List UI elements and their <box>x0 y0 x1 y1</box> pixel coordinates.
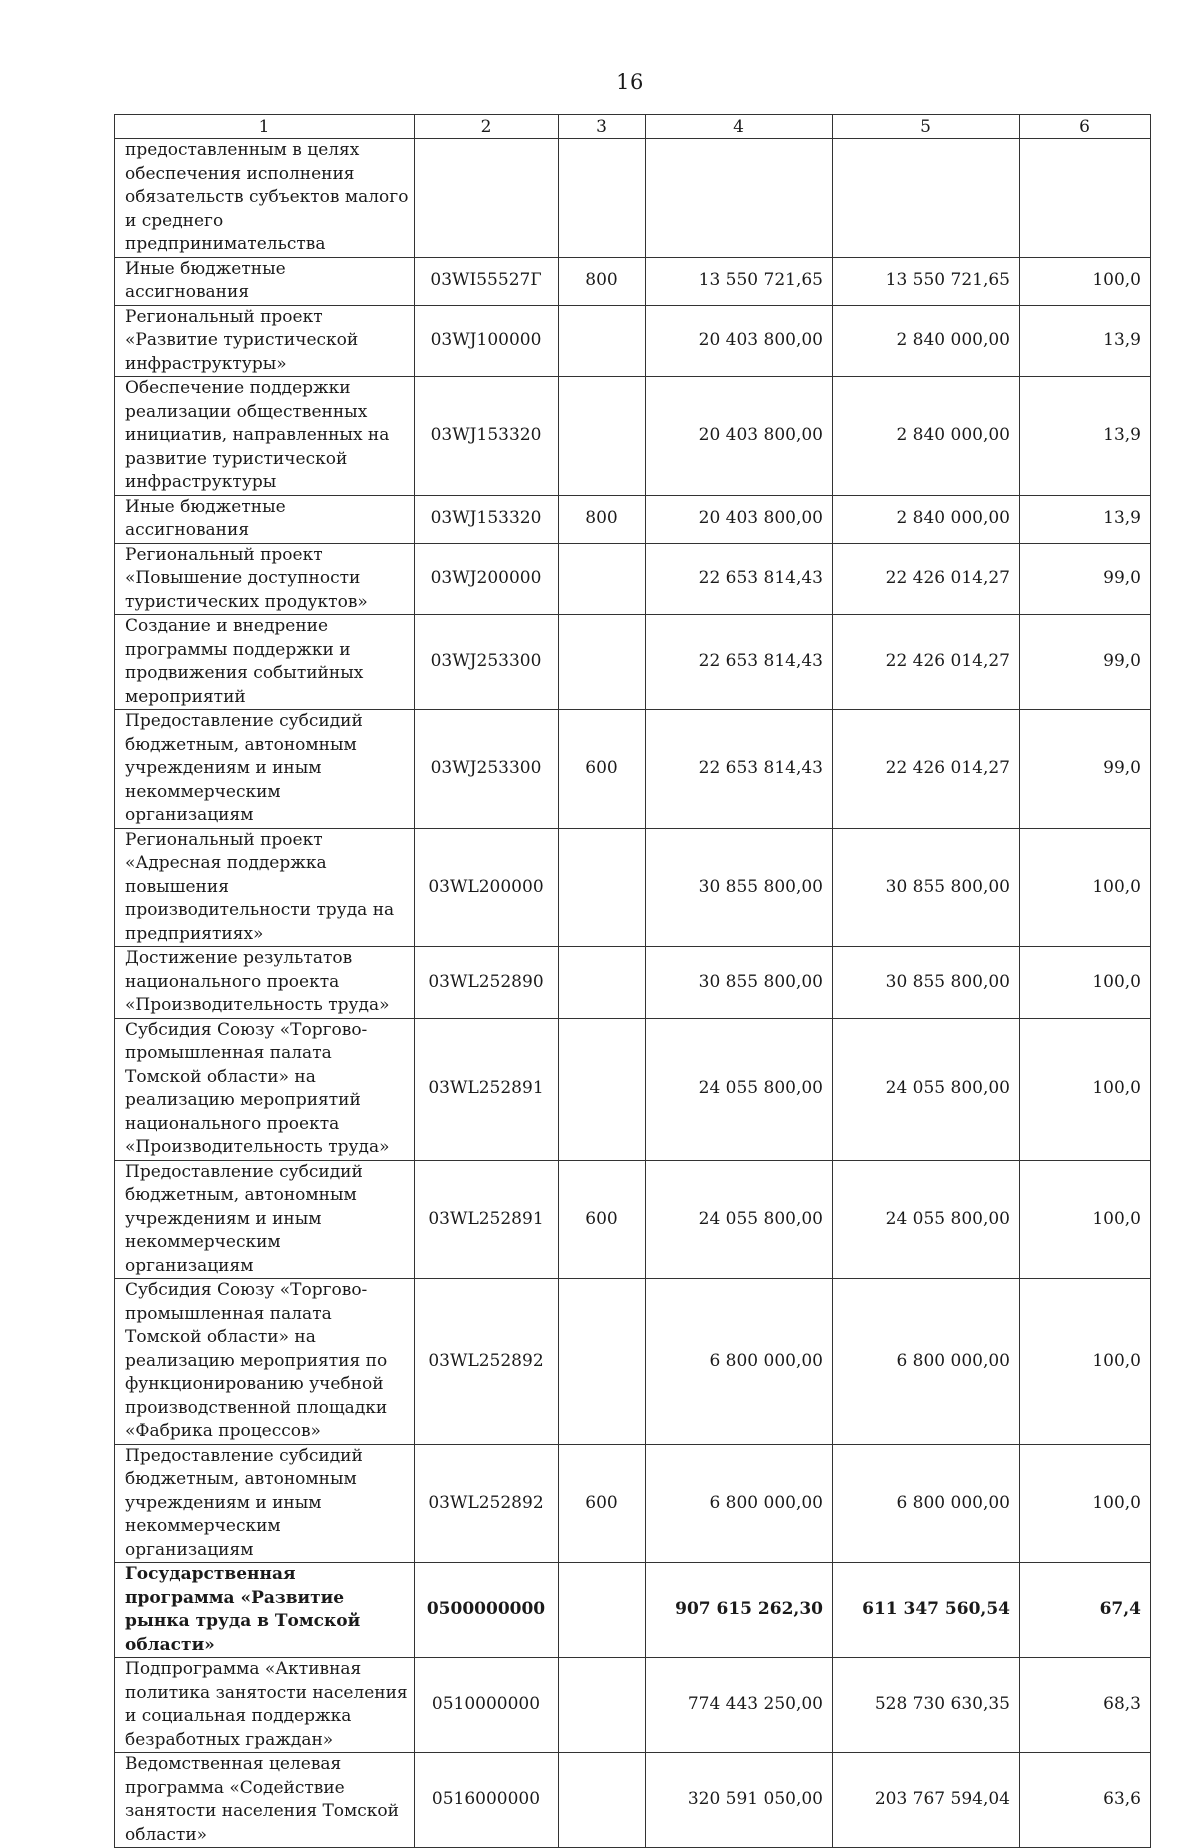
cell-name: Подпрограмма «Активная политика занятости населения и социальная поддержка безработных граждан» <box>115 1658 415 1753</box>
cell-code: 03WJ153320 <box>415 377 559 496</box>
cell-name: Достижение результатов национального проекта «Производительность труда» <box>115 947 415 1019</box>
cell-actual-amount: 30 855 800,00 <box>833 828 1020 947</box>
page-number: 16 <box>616 70 644 94</box>
cell-name: Государственная программа «Развитие рынка труда в Томской области» <box>115 1563 415 1658</box>
table-row <box>115 495 1151 543</box>
table-row <box>115 710 1151 829</box>
cell-code: 03WJ153320 <box>415 495 559 543</box>
cell-code: 03WL200000 <box>415 828 559 947</box>
cell-percent: 68,3 <box>1020 1658 1151 1753</box>
cell-name: Региональный проект «Адресная поддержка повышения производительности труда на предприятиях» <box>115 828 415 947</box>
cell-actual-amount <box>833 139 1020 258</box>
table-row <box>115 257 1151 305</box>
cell-percent: 99,0 <box>1020 710 1151 829</box>
column-header-3: 3 <box>559 115 646 139</box>
cell-code: 03WL252892 <box>415 1444 559 1563</box>
table-row <box>115 1753 1151 1848</box>
cell-code: 03WL252890 <box>415 947 559 1019</box>
column-header-5: 5 <box>833 115 1020 139</box>
cell-name: Ведомственная целевая программа «Содействие занятости населения Томской области» <box>115 1753 415 1848</box>
cell-planned-amount: 20 403 800,00 <box>646 305 833 377</box>
table-row <box>115 139 1151 258</box>
column-header-1: 1 <box>115 115 415 139</box>
cell-planned-amount: 13 550 721,65 <box>646 257 833 305</box>
cell-code: 03WJ200000 <box>415 543 559 615</box>
cell-percent: 99,0 <box>1020 543 1151 615</box>
cell-planned-amount: 24 055 800,00 <box>646 1160 833 1279</box>
cell-actual-amount: 22 426 014,27 <box>833 543 1020 615</box>
cell-expense-type <box>559 377 646 496</box>
cell-expense-type <box>559 828 646 947</box>
cell-name: Иные бюджетные ассигнования <box>115 495 415 543</box>
cell-planned-amount: 22 653 814,43 <box>646 543 833 615</box>
table-row <box>115 377 1151 496</box>
cell-percent: 13,9 <box>1020 377 1151 496</box>
table-row <box>115 1444 1151 1563</box>
cell-planned-amount <box>646 139 833 258</box>
cell-code: 03WJ100000 <box>415 305 559 377</box>
cell-actual-amount: 30 855 800,00 <box>833 947 1020 1019</box>
column-header-6: 6 <box>1020 115 1151 139</box>
cell-code: 03WL252891 <box>415 1160 559 1279</box>
cell-percent: 100,0 <box>1020 1160 1151 1279</box>
cell-planned-amount: 6 800 000,00 <box>646 1279 833 1445</box>
cell-name: Предоставление субсидий бюджетным, автономным учреждениям и иным некоммерческим организациям <box>115 710 415 829</box>
cell-name: Обеспечение поддержки реализации общественных инициатив, направленных на развитие туристической инфраструктуры <box>115 377 415 496</box>
cell-name: Субсидия Союзу «Торгово-промышленная палата Томской области» на реализацию мероприятия по функционированию учебной производственной площадки «Фабрика процессов» <box>115 1279 415 1445</box>
cell-percent: 100,0 <box>1020 947 1151 1019</box>
cell-code <box>415 139 559 258</box>
cell-actual-amount: 203 767 594,04 <box>833 1753 1020 1848</box>
cell-name: Создание и внедрение программы поддержки и продвижения событийных мероприятий <box>115 615 415 710</box>
cell-name: предоставленным в целях обеспечения исполнения обязательств субъектов малого и среднего предпринимательства <box>115 139 415 258</box>
cell-name: Иные бюджетные ассигнования <box>115 257 415 305</box>
cell-expense-type <box>559 1018 646 1160</box>
table-row <box>115 947 1151 1019</box>
column-header-2: 2 <box>415 115 559 139</box>
cell-planned-amount: 30 855 800,00 <box>646 947 833 1019</box>
cell-expense-type <box>559 1753 646 1848</box>
cell-expense-type <box>559 1279 646 1445</box>
cell-planned-amount: 20 403 800,00 <box>646 495 833 543</box>
table-row <box>115 1658 1151 1753</box>
cell-actual-amount: 2 840 000,00 <box>833 305 1020 377</box>
cell-planned-amount: 6 800 000,00 <box>646 1444 833 1563</box>
cell-actual-amount: 6 800 000,00 <box>833 1279 1020 1445</box>
table-row <box>115 1563 1151 1658</box>
cell-name: Региональный проект «Развитие туристической инфраструктуры» <box>115 305 415 377</box>
cell-actual-amount: 2 840 000,00 <box>833 495 1020 543</box>
cell-code: 03WI55527Г <box>415 257 559 305</box>
cell-percent: 100,0 <box>1020 1018 1151 1160</box>
cell-planned-amount: 320 591 050,00 <box>646 1753 833 1848</box>
cell-name: Субсидия Союзу «Торгово-промышленная палата Томской области» на реализацию мероприятий национального проекта «Производительность труда» <box>115 1018 415 1160</box>
cell-actual-amount: 13 550 721,65 <box>833 257 1020 305</box>
cell-code: 03WJ253300 <box>415 615 559 710</box>
table-row <box>115 1279 1151 1445</box>
table-row <box>115 1160 1151 1279</box>
cell-expense-type: 800 <box>559 257 646 305</box>
cell-planned-amount: 20 403 800,00 <box>646 377 833 496</box>
table-row <box>115 305 1151 377</box>
cell-expense-type <box>559 139 646 258</box>
cell-percent: 99,0 <box>1020 615 1151 710</box>
cell-name: Региональный проект «Повышение доступности туристических продуктов» <box>115 543 415 615</box>
cell-actual-amount: 528 730 630,35 <box>833 1658 1020 1753</box>
cell-code: 0500000000 <box>415 1563 559 1658</box>
cell-percent: 100,0 <box>1020 1444 1151 1563</box>
cell-actual-amount: 24 055 800,00 <box>833 1160 1020 1279</box>
cell-name: Предоставление субсидий бюджетным, автономным учреждениям и иным некоммерческим организациям <box>115 1444 415 1563</box>
table-row <box>115 615 1151 710</box>
cell-code: 0510000000 <box>415 1658 559 1753</box>
cell-actual-amount: 6 800 000,00 <box>833 1444 1020 1563</box>
cell-planned-amount: 22 653 814,43 <box>646 615 833 710</box>
cell-actual-amount: 2 840 000,00 <box>833 377 1020 496</box>
cell-expense-type <box>559 1658 646 1753</box>
cell-expense-type <box>559 947 646 1019</box>
cell-code: 03WJ253300 <box>415 710 559 829</box>
cell-expense-type <box>559 305 646 377</box>
cell-percent: 100,0 <box>1020 257 1151 305</box>
cell-actual-amount: 24 055 800,00 <box>833 1018 1020 1160</box>
cell-planned-amount: 774 443 250,00 <box>646 1658 833 1753</box>
cell-percent: 63,6 <box>1020 1753 1151 1848</box>
cell-percent: 100,0 <box>1020 1279 1151 1445</box>
cell-percent: 13,9 <box>1020 305 1151 377</box>
cell-code: 0516000000 <box>415 1753 559 1848</box>
cell-percent: 100,0 <box>1020 828 1151 947</box>
cell-planned-amount: 24 055 800,00 <box>646 1018 833 1160</box>
table-row <box>115 828 1151 947</box>
cell-percent: 67,4 <box>1020 1563 1151 1658</box>
column-header-4: 4 <box>646 115 833 139</box>
cell-expense-type: 800 <box>559 495 646 543</box>
cell-expense-type: 600 <box>559 1444 646 1563</box>
cell-code: 03WL252891 <box>415 1018 559 1160</box>
cell-actual-amount: 22 426 014,27 <box>833 615 1020 710</box>
cell-planned-amount: 907 615 262,30 <box>646 1563 833 1658</box>
cell-expense-type <box>559 615 646 710</box>
cell-actual-amount: 22 426 014,27 <box>833 710 1020 829</box>
budget-execution-table <box>114 114 1151 1848</box>
cell-percent: 13,9 <box>1020 495 1151 543</box>
cell-percent <box>1020 139 1151 258</box>
cell-name: Предоставление субсидий бюджетным, автономным учреждениям и иным некоммерческим организациям <box>115 1160 415 1279</box>
cell-code: 03WL252892 <box>415 1279 559 1445</box>
cell-planned-amount: 30 855 800,00 <box>646 828 833 947</box>
cell-expense-type <box>559 543 646 615</box>
cell-expense-type <box>559 1563 646 1658</box>
table-row <box>115 543 1151 615</box>
cell-expense-type: 600 <box>559 710 646 829</box>
table-row <box>115 1018 1151 1160</box>
cell-actual-amount: 611 347 560,54 <box>833 1563 1020 1658</box>
table-body <box>115 115 1151 1848</box>
cell-planned-amount: 22 653 814,43 <box>646 710 833 829</box>
cell-expense-type: 600 <box>559 1160 646 1279</box>
column-number-row <box>115 115 1151 139</box>
